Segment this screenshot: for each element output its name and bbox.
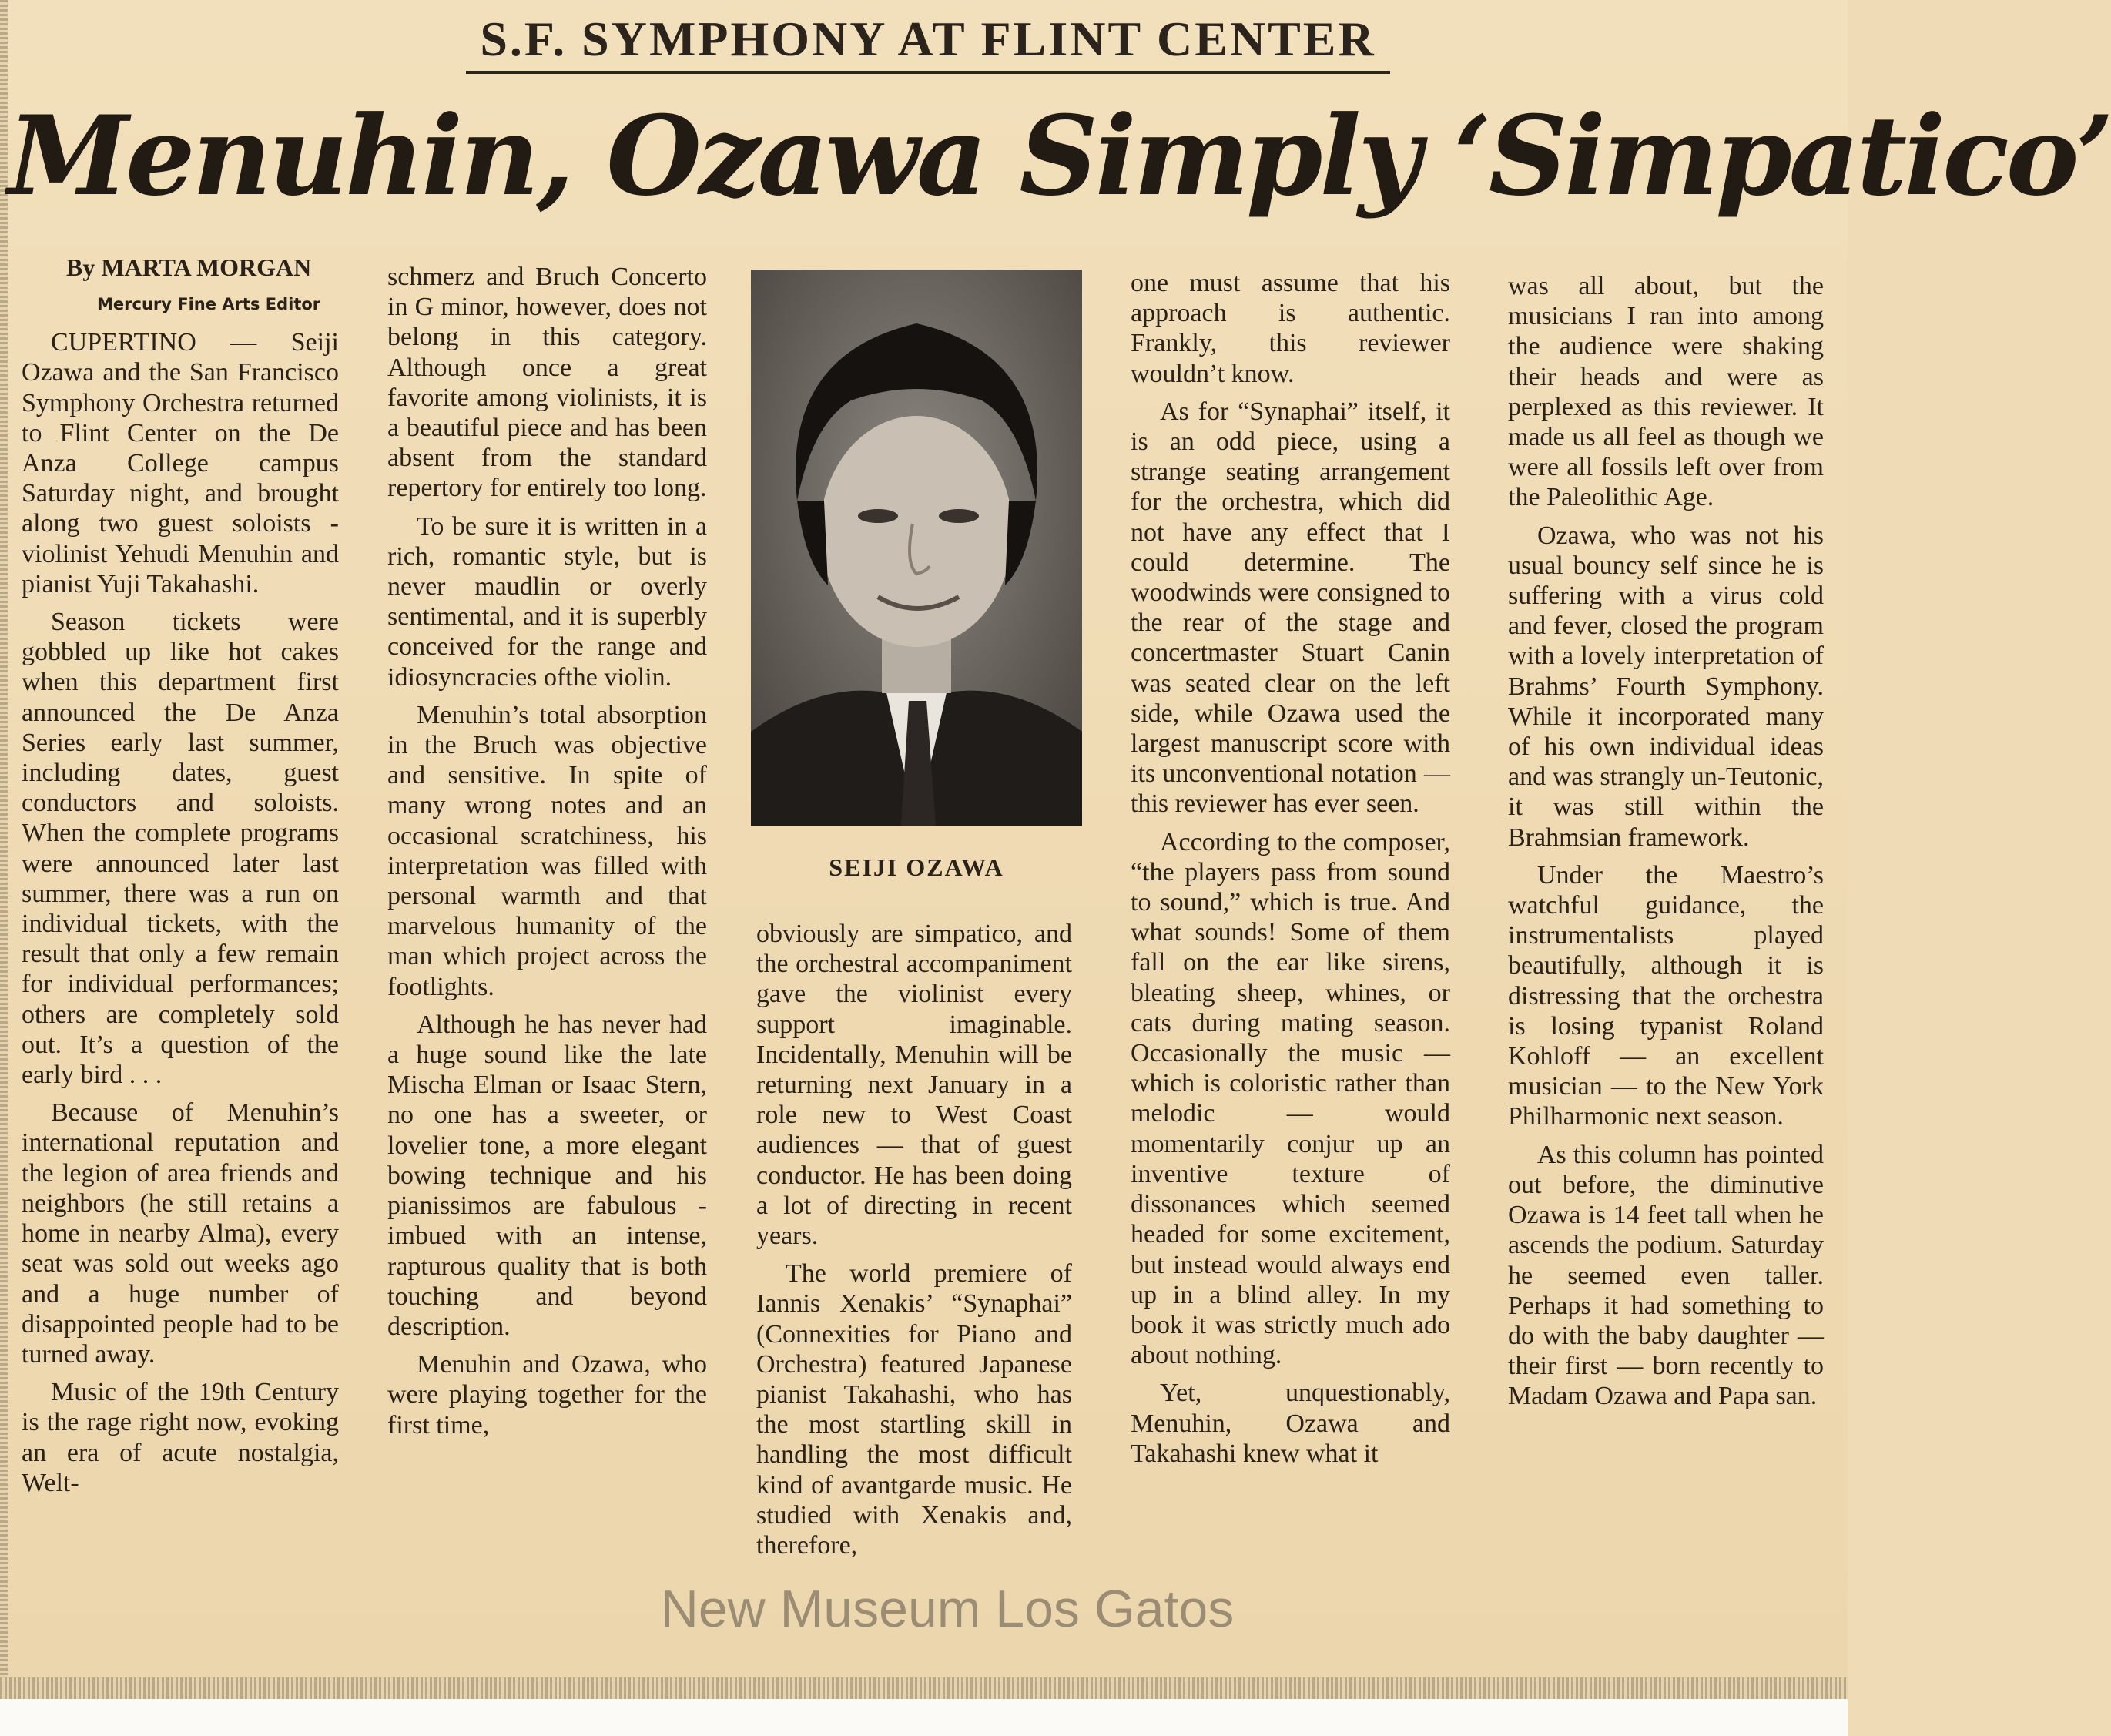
clipping-left-edge xyxy=(0,0,8,1699)
paragraph: was all about, but the musicians I ran into among the audience were shaking their heads and were as perplexed as this reviewer. It made us all feel as though we were all fossils left over from the Paleolithic Age. xyxy=(1508,272,1824,512)
paragraph: one must assume that his approach is authentic. Frankly, this reviewer wouldn’t know. xyxy=(1131,269,1450,388)
paragraph: Season tickets were gobbled up like hot cakes when this department first announced the De Anza Series early last summer, including dates, guest conductors and soloists. When the complete programs were announced later last summer, there was a run on individual tickets, with the result that only a few remain for individual performances; others are completely sold out. It’s a question of the early bird . . . xyxy=(22,608,339,1090)
article-column-2 xyxy=(387,262,707,1440)
paragraph: obviously are simpatico, and the orchestral accompaniment gave the violinist every support imaginable. Incidentally, Menuhin will be returning next January in a role new to West Coast audiences — that of guest conductor. He has been doing a lot of directing in recent years. xyxy=(756,920,1072,1251)
paragraph: CUPERTINO — Seiji Ozawa and the San Francisco Symphony Orchestra returned to Flint Center on the De Anza College campus Saturday night, and brought along two guest soloists - violinist Yehudi Menuhin and pianist Yuji Takahashi. xyxy=(22,328,339,598)
paragraph: As this column has pointed out before, the diminutive Ozawa is 14 feet tall when he ascends the podium. Saturday he seemed even taller. Perhaps it had something to do with the baby daughter — their first — born recently to Madam Ozawa and Papa san. xyxy=(1508,1140,1824,1411)
article-column-3 xyxy=(756,919,1072,1560)
paragraph: The world premiere of Iannis Xenakis’ “Synaphai” (Connexities for Piano and Orchestra) featured Japanese pianist Takahashi, who has the most startling skill in handling the most difficult kind of avantgarde music. He studied with Xenakis and, therefore, xyxy=(756,1259,1072,1560)
article-column-1 xyxy=(22,253,339,1498)
paragraph: Music of the 19th Century is the rage right now, evoking an era of acute nostalgia, Welt- xyxy=(22,1378,339,1497)
clipping-bottom-edge xyxy=(0,1677,1848,1699)
photo-caption: SEIJI OZAWA xyxy=(829,853,1004,881)
paragraph: To be sure it is written in a rich, romantic style, but is never maudlin or overly sentimental, and it is superbly conceived for the range and idiosyncracies ofthe violin. xyxy=(387,511,707,692)
paragraph: According to the composer, “the players pass from sound to sound,” which is true. And what sounds! Some of them fall on the ear like sirens, bleating sheep, whines, or cats during mating season. Occasionally the music — which is coloristic rather than melodic — would momentarily conjur up an inventive texture of dissonances which seemed headed for some excitement, but instead would always end up in a blind alley. In my book it was strictly much ado about nothing. xyxy=(1131,827,1450,1370)
watermark: New Museum Los Gatos xyxy=(660,1580,1235,1638)
headline: Menuhin, Ozawa Simply ‘Simpatico’ xyxy=(8,92,2111,220)
paragraph: As for “Synaphai” itself, it is an odd piece, using a strange seating arrangement for the orchestra, which did not have any effect that I could determine. The woodwinds were consigned to the rear of the stage and concertmaster Stuart Canin was seated clear on the left side, while Ozawa used the largest manuscript score with its unconventional notation — this reviewer has ever seen. xyxy=(1131,397,1450,819)
paragraph: Because of Menuhin’s international reputation and the legion of area friends and neighbors (he still retains a home in nearby Alma), every seat was sold out weeks ago and a huge number of disappointed people had to be turned away. xyxy=(22,1098,339,1369)
byline: By MARTA MORGAN xyxy=(66,253,312,281)
paragraph: Menuhin and Ozawa, who were playing together for the first time, xyxy=(387,1350,707,1439)
article-column-4 xyxy=(1131,268,1450,1469)
paragraph: schmerz and Bruch Concerto in G minor, however, does not belong in this category. Although once a great favorite among violinists, it is a beautiful piece and has been absent from the standard repertory for entirely too long. xyxy=(387,263,707,503)
kicker-heading: S.F. SYMPHONY AT FLINT CENTER xyxy=(480,12,1376,66)
paragraph: Yet, unquestionably, Menuhin, Ozawa and Takahashi knew what it xyxy=(1131,1379,1450,1468)
paragraph: Under the Maestro’s watchful guidance, the instrumentalists played beautifully, although it is distressing that the orchestra is losing typanist Roland Kohloff — an excellent musician — to the New York Philharmonic next season. xyxy=(1508,860,1824,1131)
kicker-rule xyxy=(466,71,1390,74)
scan-margin xyxy=(0,1699,1848,1736)
paragraph: Although he has never had a huge sound like the late Mischa Elman or Isaac Stern, no one has a sweeter, or lovelier tone, a more elegant bowing technique and his pianissimos are fabulous - imbued with an intense, rapturous quality that is both touching and beyond description. xyxy=(387,1010,707,1341)
portrait-photo xyxy=(751,270,1082,826)
byline-title: Mercury Fine Arts Editor xyxy=(97,295,321,313)
paragraph: Ozawa, who was not his usual bouncy self since he is suffering with a virus cold and fever, closed the program with a lovely interpretation of Brahms’ Fourth Symphony. While it incorporated many of his own individual ideas and was strangly un-Teutonic, it was still within the Brahmsian framework. xyxy=(1508,521,1824,852)
paragraph: Menuhin’s total absorption in the Bruch was objective and sensitive. In spite of many wrong notes and an occasional scratchiness, his interpretation was filled with personal warmth and that marvelous humanity of the man which project across the footlights. xyxy=(387,700,707,1001)
article-column-5 xyxy=(1508,271,1824,1412)
